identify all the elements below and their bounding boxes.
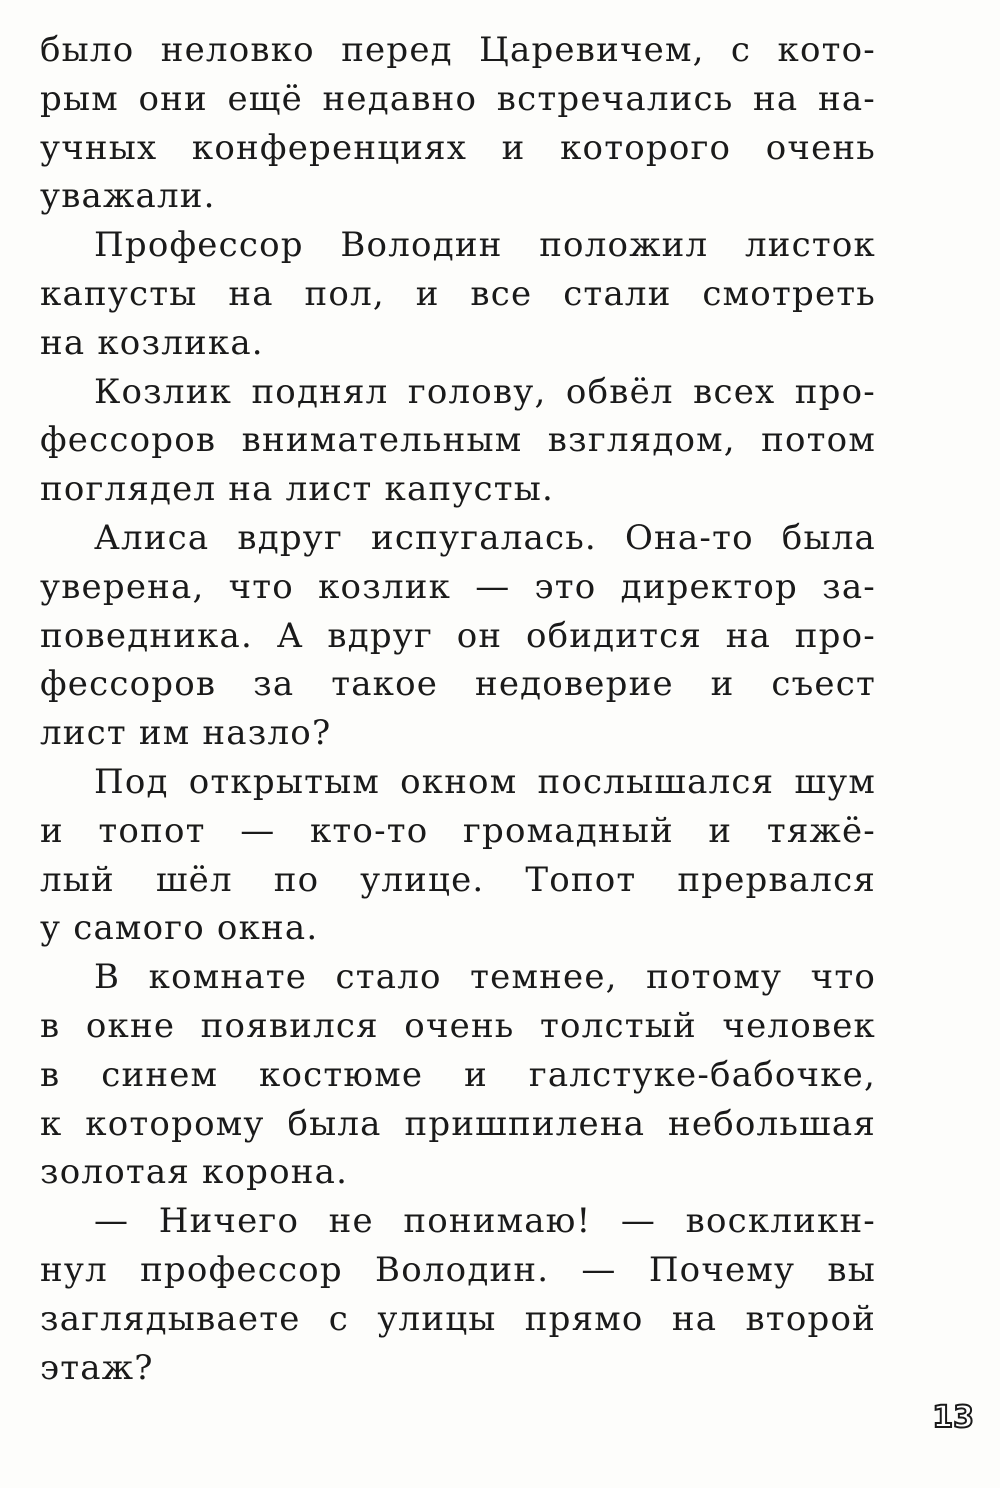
text-line: лый шёл по улице. Топот прервался [40,859,876,900]
text-line: в окне появился очень толстый человек [40,1005,876,1046]
text-line: нул профессор Володин. — Почему вы [40,1249,876,1290]
text-line: — Ничего не понимаю! — воскликн- [94,1201,876,1242]
text-line: В комнате стало темнее, потому что [94,957,876,998]
text-line: поведника. А вдруг он обидится на про- [40,615,876,656]
text-line: Алиса вдруг испугалась. Она-то была [94,517,876,558]
text-line: поглядел на лист капусты. [40,469,555,510]
text-line: Козлик поднял голову, обвёл всех про- [94,371,876,412]
text-line: было неловко перед Царевичем, с кото- [40,30,876,70]
text-line: фессоров внимательным взглядом, потом [40,420,876,461]
text-line: рым они ещё недавно встречались на на- [40,78,876,119]
text-line: лист им назло? [40,713,332,754]
text-line: этаж? [40,1347,154,1388]
text-line: заглядываете с улицы прямо на второй [40,1298,876,1339]
text-line: учных конференциях и которого очень [40,127,876,168]
paragraph-5 [40,758,876,953]
paragraph-4 [40,514,876,758]
text-line: Под открытым окном послышался шум [94,761,876,802]
paragraph-1 [40,26,876,221]
text-line: уверена, что козлик — это директор за- [40,566,876,607]
text-line: фессоров за такое недоверие и съест [40,664,876,705]
text-line: и топот — кто-то громадный и тяжё- [40,810,876,851]
paragraph-2 [40,221,876,367]
text-line: золотая корона. [40,1152,349,1193]
page-number: 13 [932,1400,974,1435]
text-line: Профессор Володин положил листок [94,225,876,266]
paragraph-6 [40,953,876,1197]
paragraph-3 [40,368,876,514]
text-line: к которому была пришпилена небольшая [40,1103,876,1144]
text-line: уважали. [40,176,216,217]
text-line: у самого окна. [40,908,319,949]
paragraph-7 [40,1197,876,1392]
text-line: на козлика. [40,322,264,363]
text-line: капусты на пол, и все стали смотреть [40,273,876,314]
text-line: в синем костюме и галстуке-бабочке, [40,1054,876,1095]
page-text [40,26,876,1392]
